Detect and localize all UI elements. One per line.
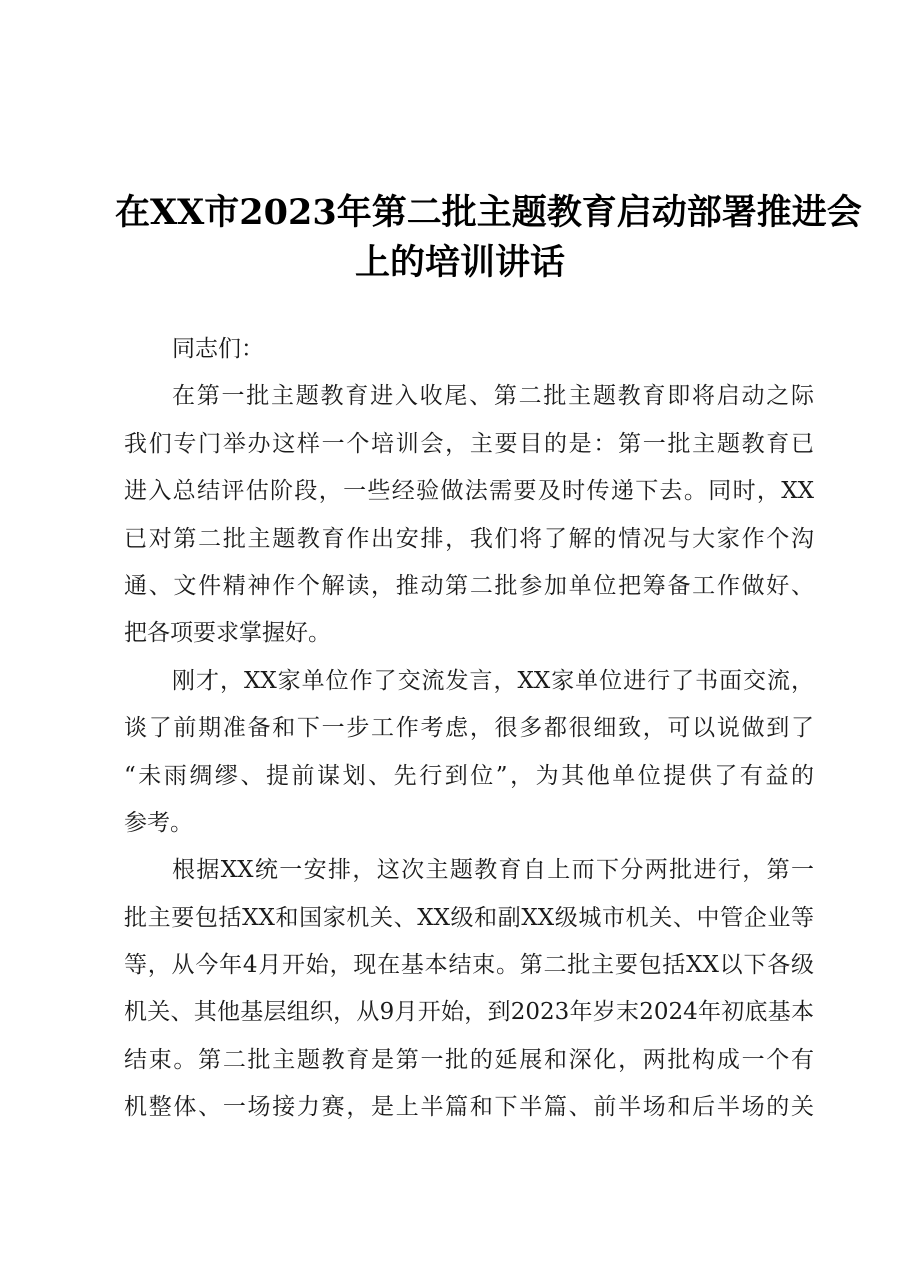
- paragraph-line: 机关、其他基层组织，从9月开始，到2023年岁末2024年初底基本: [124, 999, 814, 1026]
- paragraph-line: 参考。: [124, 809, 193, 836]
- greeting-paragraph: [124, 326, 814, 373]
- paragraph-line: “未雨绸缪、提前谋划、先行到位”，为其他单位提供了有益的: [124, 762, 814, 789]
- greeting-line: 同志们：: [172, 336, 264, 362]
- paragraph-line: 机整体、一场接力赛，是上半篇和下半篇、前半场和后半场的关: [124, 1094, 814, 1121]
- title-line-1: 在XX市2023年第二批主题教育启动部署推进会: [115, 192, 862, 233]
- paragraph-2: [124, 658, 814, 848]
- paragraph-line: 结束。第二批主题教育是第一批的延展和深化，两批构成一个有: [124, 1046, 814, 1073]
- document-body: [124, 326, 814, 1132]
- paragraph-line: 批主要包括XX和国家机关、XX级和副XX级城市机关、中管企业等: [124, 904, 814, 931]
- paragraph-3: [124, 847, 814, 1131]
- paragraph-1: [124, 373, 814, 657]
- document-title: [115, 188, 862, 288]
- paragraph-line: 根据XX统一安排，这次主题教育自上而下分两批进行，第一: [172, 857, 814, 884]
- paragraph-line: 把各项要求掌握好。: [124, 620, 331, 647]
- paragraph-line: 刚才，XX家单位作了交流发言，XX家单位进行了书面交流，: [172, 667, 814, 694]
- paragraph-line: 我们专门举办这样一个培训会，主要目的是：第一批主题教育已: [124, 430, 814, 457]
- paragraph-line: 等，从今年4月开始，现在基本结束。第二批主要包括XX以下各级: [124, 952, 814, 979]
- paragraph-line: 进入总结评估阶段，一些经验做法需要及时传递下去。同时，XX: [124, 478, 814, 505]
- paragraph-line: 谈了前期准备和下一步工作考虑，很多都很细致，可以说做到了: [124, 715, 814, 742]
- paragraph-line: 已对第二批主题教育作出安排，我们将了解的情况与大家作个沟: [124, 525, 814, 552]
- paragraph-line: 通、文件精神作个解读，推动第二批参加单位把筹备工作做好、: [124, 572, 814, 599]
- title-line-2: 上的培训讲话: [354, 242, 565, 283]
- paragraph-line: 在第一批主题教育进入收尾、第二批主题教育即将启动之际: [172, 383, 814, 410]
